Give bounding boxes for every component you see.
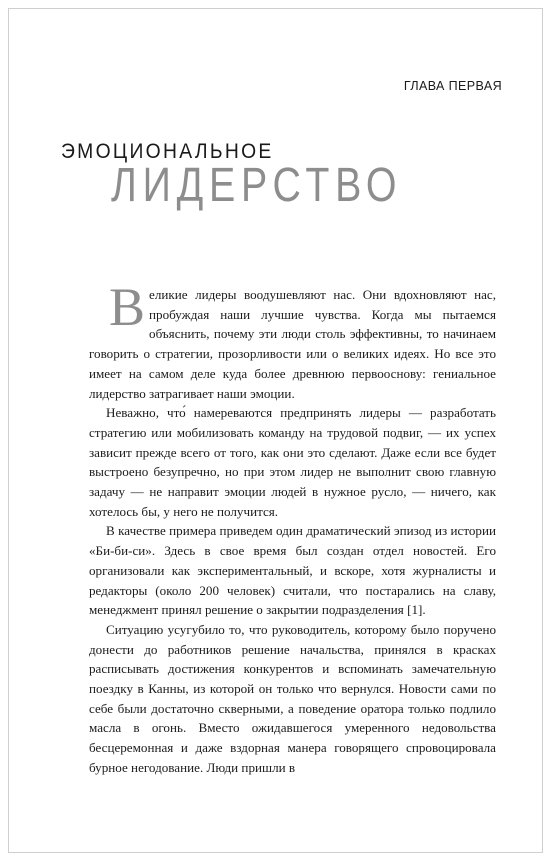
paragraph-1-text: еликие лидеры воодушевляют нас. Они вдохновляют нас, пробуждая наши лучшие чувства. Когда мы пытаемся объяснить, почему эти люди столь эффективны, то начинаем говорить о стратегии, прозорливости или о великих идеях. Но все это имеет на самом деле куда более древнюю первооснову: гениальное лидерство затрагивает наши эмоции.: [89, 287, 496, 401]
chapter-title-line2: ЛИДЕРСТВО: [111, 159, 403, 212]
paragraph-2: Неважно, что́ намереваются предпринять лидеры — разработать стратегию или мобилизовать команду на трудовой подвиг, — их успех зависит прежде всего от того, как они это сделают. Даже если все будет выстроено безупречно, но при этом лидер не выполнит свою главную задачу — не направит эмоции людей в нужное русло, — ничего, как хотелось бы, у него не получится.: [89, 405, 496, 519]
paragraph-3: В качестве примера приведем один драматический эпизод из истории «Би-би-си». Здесь в свое время был создан отдел новостей. Его организовали как экспериментальный, и вскоре, хотя журналисты и редакторы (около 200 человек) считали, что постарались на славу, менеджмент принял решение о закрытии подразделения [1].: [89, 523, 496, 618]
body-text: [89, 277, 496, 778]
chapter-label: ГЛАВА ПЕРВАЯ: [403, 79, 502, 93]
drop-cap: В: [109, 277, 146, 337]
paragraph-4: Ситуацию усугубило то, что руководитель, которому было поручено донести до работников решение начальства, принялся в красках расписывать достижения конкурентов и вспоминать замечательную поездку в Канны, из которой он только что вернулся. Новости сами по себе были достаточно скверными, а поведение оратора только подлило масла в огонь. Вместо ожидавшегося умеренного недовольства бесцеремонная и даже вздорная манера говорящего спровоцировала бурное негодование. Люди пришли в: [89, 621, 496, 775]
paragraph-1: [89, 277, 496, 403]
chapter-title-line1: ЭМОЦИОНАЛЬНОЕ: [61, 140, 274, 163]
